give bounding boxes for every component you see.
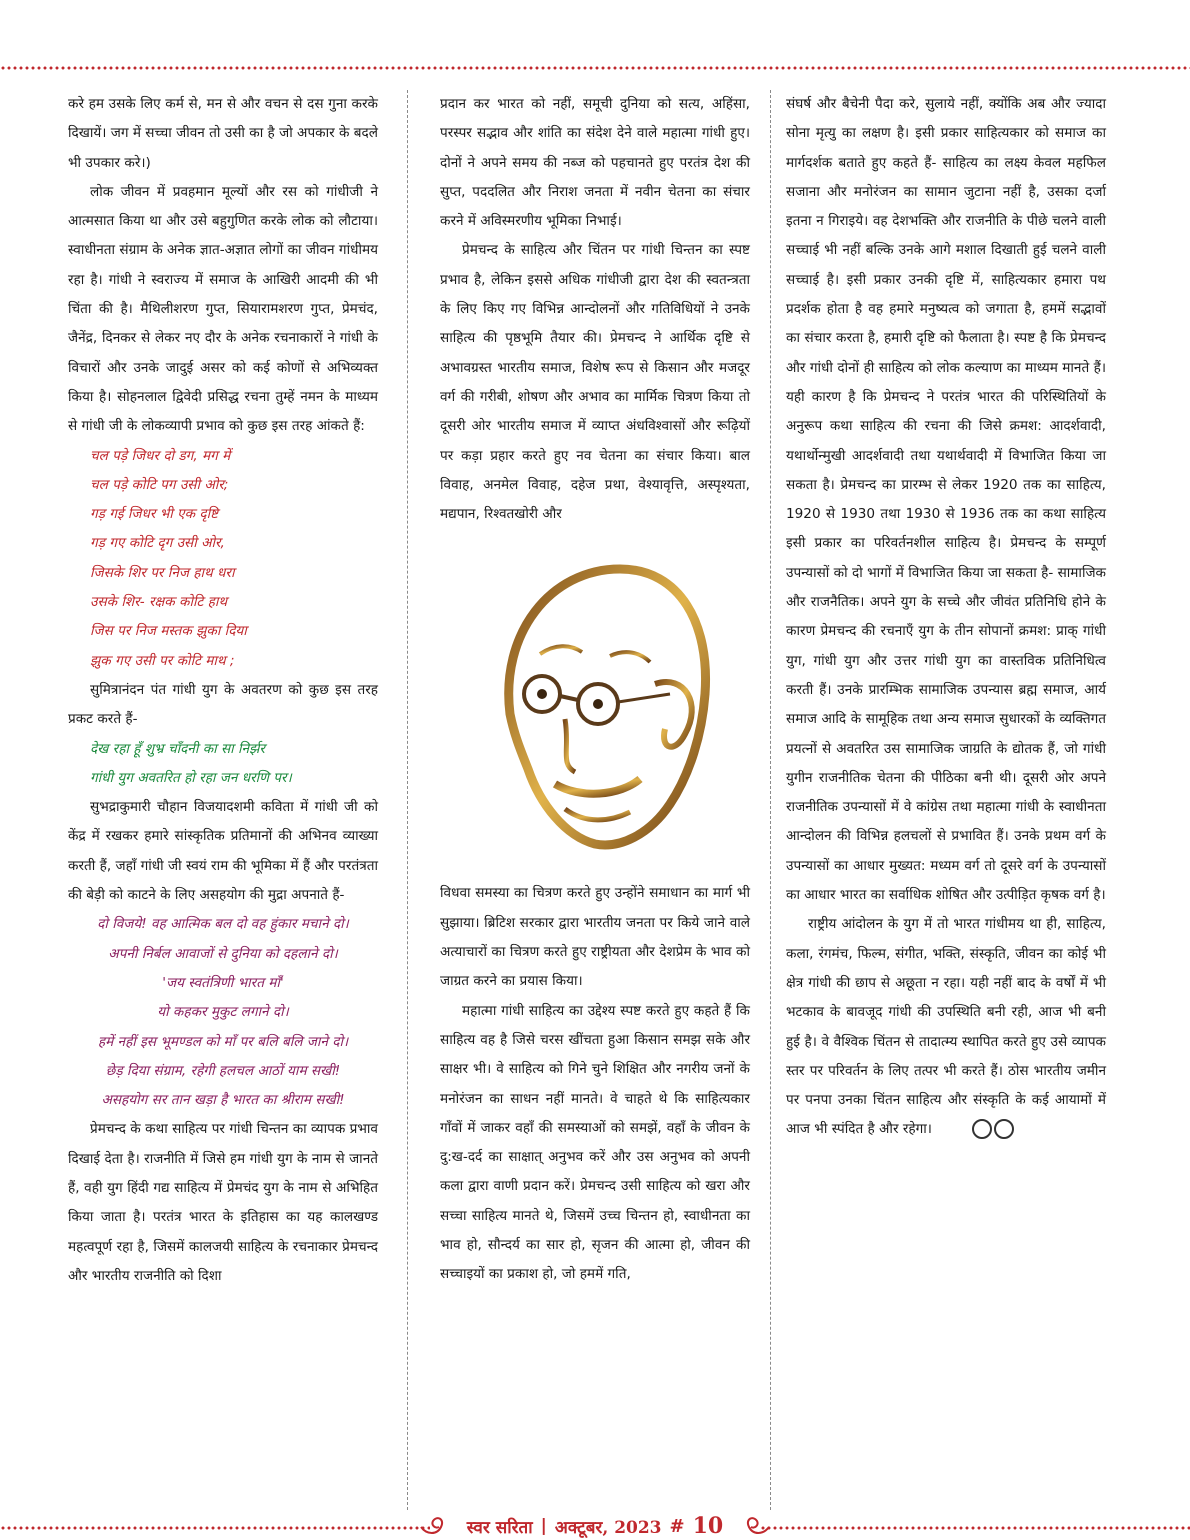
paragraph: करे हम उसके लिए कर्म से, मन से और वचन से दस गुना करके दिखायें। जग में सच्चा जीवन तो उसी का है जो अपकार के बदले भी उपकार करे।) bbox=[68, 96, 378, 171]
paragraph: सुभद्राकुमारी चौहान विजयादशमी कविता में गांधी जी को केंद्र में रखकर हमारे सांस्कृतिक प्रतिमानों की अभिनव व्याख्या करती हैं, जहाँ गांधी जी स्वयं राम की भूमिका में हैं और परतंत्रता की बेड़ी को काटने के लिए असहयोग की मुद्रा अपनाते हैं- bbox=[68, 799, 378, 904]
verse-line: जिसके शिर पर निज हाथ धरा bbox=[90, 564, 235, 581]
hash-symbol: # bbox=[669, 1515, 685, 1537]
gandhi-portrait-illustration bbox=[440, 529, 750, 879]
verse-line: गड़ गए कोटि दृग उसी ओर, bbox=[90, 535, 225, 552]
verse-line: असहयोग सर तान खड़ा है भारत का श्रीराम सखी! bbox=[101, 1092, 345, 1109]
verse-line: उसके शिर- रक्षक कोटि हाथ bbox=[90, 594, 228, 611]
verse-line: हमें नहीं इस भूमण्डल को माँ पर बलि बलि जाने दो। bbox=[97, 1033, 349, 1050]
paragraph: संघर्ष और बैचेनी पैदा करे, सुलाये नहीं, क्योंकि अब और ज्यादा सोना मृत्यु का लक्षण है। इसी प्रकार साहित्यकार को समाज का मार्गदर्शक बताते हुए कहते हैं- साहित्य का लक्ष्य केवल महफिल सजाना और मनोरंजन का सामान जुटाना नहीं है, उसका दर्जा इतना न गिराइये। वह देशभक्ति और राजनीति के पीछे चलने वाली सच्चाई भी नहीं बल्कि उनके आगे मशाल दिखाती हुई चलने वाली सच्चाई है। इसी प्रकार उनकी दृष्टि में, साहित्यकार हमारा पथ प्रदर्शक होता है वह हमारे मनुष्यत्व को जगाता है, हममें सद्भावों का संचार करता है, हमारी दृष्टि को फैलाता है। स्पष्ट है कि प्रेमचन्द और गांधी दोनों ही साहित्य को लोक कल्याण का माध्यम मानते हैं। यही कारण है कि प्रेमचन्द ने परतंत्र भारत की परिस्थितियों के अनुरूप कथा साहित्य की रचना की जिसे क्रमश: आदर्शवादी, यथार्थोन्मुखी आदर्शवादी तथा यथार्थवादी में विभाजित किया जा सकता है। प्रेमचन्द का प्रारम्भ से लेकर 1920 तक का साहित्य, 1920 से 1930 तथा 1930 से 1936 तक का कथा साहित्य इसी प्रकार का परिवर्तनशील साहित्य है। प्रेमचन्द के सम्पूर्ण उपन्यासों को दो भागों में विभाजित किया जा सकता है- सामाजिक और राजनैतिक। अपने युग के सच्चे और जीवंत प्रतिनिधि होने के कारण प्रेमचन्द की रचनाएँ युग के तीन सोपानों क्रमश: प्राक् गांधी युग, गांधी युग और उत्तर गांधी युग का वास्तविक प्रतिनिधित्व करती हैं। उनके प्रारम्भिक सामाजिक उपन्यास ब्रह्म समाज, आर्य समाज आदि के सामूहिक तथा अन्य समाज सुधारकों के व्यक्तिगत प्रयत्नों से अवतरित उस सामाजिक जाग्रति के द्योतक हैं, जो गांधी युगीन राजनीतिक चेतना की पीठिका बनी थी। दूसरी ओर अपने राजनीतिक उपन्यासों में वे कांग्रेस तथा महात्मा गांधी के स्वाधीनता आन्दोलन की विभिन्न हलचलों से प्रभावित हैं। उनके प्रथम वर्ग के उपन्यासों का आधार मुख्यत: मध्यम वर्ग तो दूसरे वर्ग के उपन्यासों का आधार भारत का सर्वाधिक शोषित और उत्पीड़ित कृषक वर्ग है। bbox=[786, 96, 1106, 904]
paragraph: विधवा समस्या का चित्रण करते हुए उन्होंने समाधान का मार्ग भी सुझाया। ब्रिटिश सरकार द्वारा भारतीय जनता पर किये जाने वाले अत्याचारों का चित्रण करते हुए राष्ट्रीयता और देशप्रेम के भाव को जाग्रत करने का प्रयास किया। bbox=[440, 885, 750, 990]
verse-line: अपनी निर्बल आवाजों से दुनिया को दहलाने दो। bbox=[108, 945, 338, 962]
left-swirl-icon bbox=[419, 1515, 459, 1537]
verse-line: चल पड़े जिधर दो डग, मग में bbox=[90, 447, 231, 464]
verse-line: गड़ गई जिधर भी एक दृष्टि bbox=[90, 506, 219, 523]
verse-line: छेड़ दिया संग्राम, रहेगी हलचल आठों याम सखी! bbox=[105, 1062, 341, 1079]
article-column-2 bbox=[440, 90, 750, 1510]
issue-date: अक्टूबर, 2023 bbox=[554, 1517, 662, 1538]
verse-line: 'जय स्वतंत्रिणी भारत माँ' bbox=[162, 974, 284, 991]
verse-line: गांधी युग अवतरित हो रहा जन धरणि पर। bbox=[90, 769, 292, 786]
column-divider bbox=[770, 90, 771, 1510]
verse-line: जिस पर निज मस्तक झुका दिया bbox=[90, 623, 247, 640]
article-column-3 bbox=[786, 90, 1106, 1510]
verse-line: यो कहकर मुकुट लगाने दो। bbox=[157, 1004, 289, 1021]
paragraph: महात्मा गांधी साहित्य का उद्देश्य स्पष्ट करते हुए कहते हैं कि साहित्य वह है जिसे चरस खींचता हुआ किसान समझ सके और साक्षर भी। वे साहित्य को गिने चुने शिक्षित और नगरीय जनों के मनोरंजन का साधन नहीं मानते। वे चाहते थे कि साहित्यकार गाँवों में जाकर वहाँ की समस्याओं को समझें, वहाँ के जीवन के दु:ख-दर्द का साक्षात् अनुभव करें और उस अनुभव को अपनी कला द्वारा वाणी प्रदान करें। प्रेमचन्द उसी साहित्य को खरा और सच्चा साहित्य मानते थे, जिसमें उच्च चिन्तन हो, स्वाधीनता का भाव हो, सौन्दर्य का सार हो, सृजन की आत्मा हो, जीवन की सच्चाइयों का प्रकाश हो, जो हममें गति, bbox=[440, 1002, 750, 1283]
column-divider bbox=[407, 90, 408, 1510]
poem-sumitranandan-pant bbox=[90, 735, 378, 794]
article-column-1 bbox=[68, 90, 378, 1510]
top-dotted-border bbox=[0, 64, 1190, 72]
paragraph: प्रेमचन्द के साहित्य और चिंतन पर गांधी चिन्तन का स्पष्ट प्रभाव है, लेकिन इससे अधिक गांधीजी द्वारा देश की स्वतन्त्रता के लिए किए गए विभिन्न आन्दोलनों और गतिविधियों ने उनके साहित्य की पृष्ठभूमि तैयार की। प्रेमचन्द ने आर्थिक दृष्टि से अभावग्रस्त भारतीय समाज, विशेष रूप से किसान और मजदूर वर्ग की गरीबी, शोषण और अभाव का मार्मिक चित्रण किया तो दूसरी ओर भारतीय समाज में व्याप्त अंधविश्वासों और रूढ़ियों पर कड़ा प्रहार करते हुए नव चेतना का संचार किया। बाल विवाह, अनमेल विवाह, दहेज प्रथा, वेश्यावृत्ति, अस्पृश्यता, मद्यपान, रिश्वतखोरी और bbox=[440, 242, 750, 523]
verse-line: देख रहा हूँ शुभ्र चाँदनी का सा निर्झर bbox=[90, 740, 265, 757]
magazine-name: स्वर सरिता bbox=[466, 1517, 533, 1538]
verse-line: झुक गए उसी पर कोटि माथ ; bbox=[90, 652, 235, 669]
paragraph: प्रेमचन्द के कथा साहित्य पर गांधी चिन्तन का व्यापक प्रभाव दिखाई देता है। राजनीति में जिसे हम गांधी युग के नाम से जानते हैं, वही युग हिंदी गद्य साहित्य में प्रेमचंद युग के नाम से अभिहित किया जाता है। परतंत्र भारत के इतिहास का यह कालखण्ड महत्वपूर्ण रहा है, जिसमें कालजयी साहित्य के रचनाकार प्रेमचन्द और भारतीय राजनीति को दिशा bbox=[68, 1121, 378, 1284]
poem-sohanlal-dwivedi bbox=[90, 442, 378, 676]
footer-separator: | bbox=[540, 1516, 547, 1536]
poem-subhadrakumari-chauhan bbox=[68, 910, 378, 1115]
paragraph: सुमित्रानंदन पंत गांधी युग के अवतरण को कुछ इस तरह प्रकट करते हैं- bbox=[68, 681, 378, 728]
article-end-glasses-icon bbox=[972, 1119, 1014, 1139]
right-swirl-icon bbox=[731, 1515, 771, 1537]
gandhi-face-icon bbox=[470, 544, 720, 864]
page-number: 10 bbox=[692, 1513, 724, 1539]
paragraph: लोक जीवन में प्रवहमान मूल्यों और रस को गांधीजी ने आत्मसात किया था और उसे बहुगुणित करके लोक को लौटाया। स्वाधीनता संग्राम के अनेक ज्ञात-अज्ञात लोगों का जीवन गांधीमय रहा है। गांधी ने स्वराज्य में समाज के आखिरी आदमी की भी चिंता की है। मैथिलीशरण गुप्त, सियारामशरण गुप्त, प्रेमचंद, जैनेंद्र, दिनकर से लेकर नए दौर के अनेक रचनाकारों ने गांधी के विचारों और उनके जादुई असर को कई कोणों से अभिव्यक्त किया है। सोहनलाल द्विवेदी प्रसिद्ध रचना तुम्हें नमन के माध्यम से गांधी जी के लोकव्यापी प्रभाव को कुछ इस तरह आंकते हैं: bbox=[68, 183, 378, 435]
paragraph-text: राष्ट्रीय आंदोलन के युग में तो भारत गांधीमय था ही, साहित्य, कला, रंगमंच, फिल्म, संगीत, भक्ति, संस्कृति, जीवन का कोई भी क्षेत्र गांधी की छाप से अछूता न रहा। यही नहीं बाद के वर्षों में भी भटकाव के बावजूद गांधी की उपस्थिति बनी रही, आज भी बनी हुई है। वे वैश्विक चिंतन से तादात्म्य स्थापित करते हुए उसे व्यापक स्तर पर परिवर्तन के लिए तत्पर भी करते हैं। ठोस भारतीय जमीन पर पनपा उनका चिंतन साहित्य और संस्कृति के कई आयामों में आज भी स्पंदित है और रहेगा। bbox=[786, 916, 1106, 1138]
paragraph: प्रदान कर भारत को नहीं, समूची दुनिया को सत्य, अहिंसा, परस्पर सद्भाव और शांति का संदेश देने वाले महात्मा गांधी हुए। दोनों ने अपने समय की नब्ज को पहचानते हुए परतंत्र देश की सुप्त, पददलित और निराश जनता में नवीन चेतना का संचार करने में अविस्मरणीय भूमिका निभाई। bbox=[440, 96, 750, 230]
verse-line: दो विजये! वह आत्मिक बल दो वह हुंकार मचाने दो। bbox=[97, 916, 349, 933]
paragraph bbox=[786, 910, 1106, 1144]
verse-line: चल पड़े कोटि पग उसी ओर; bbox=[90, 476, 229, 493]
page-footer bbox=[0, 1512, 1190, 1540]
